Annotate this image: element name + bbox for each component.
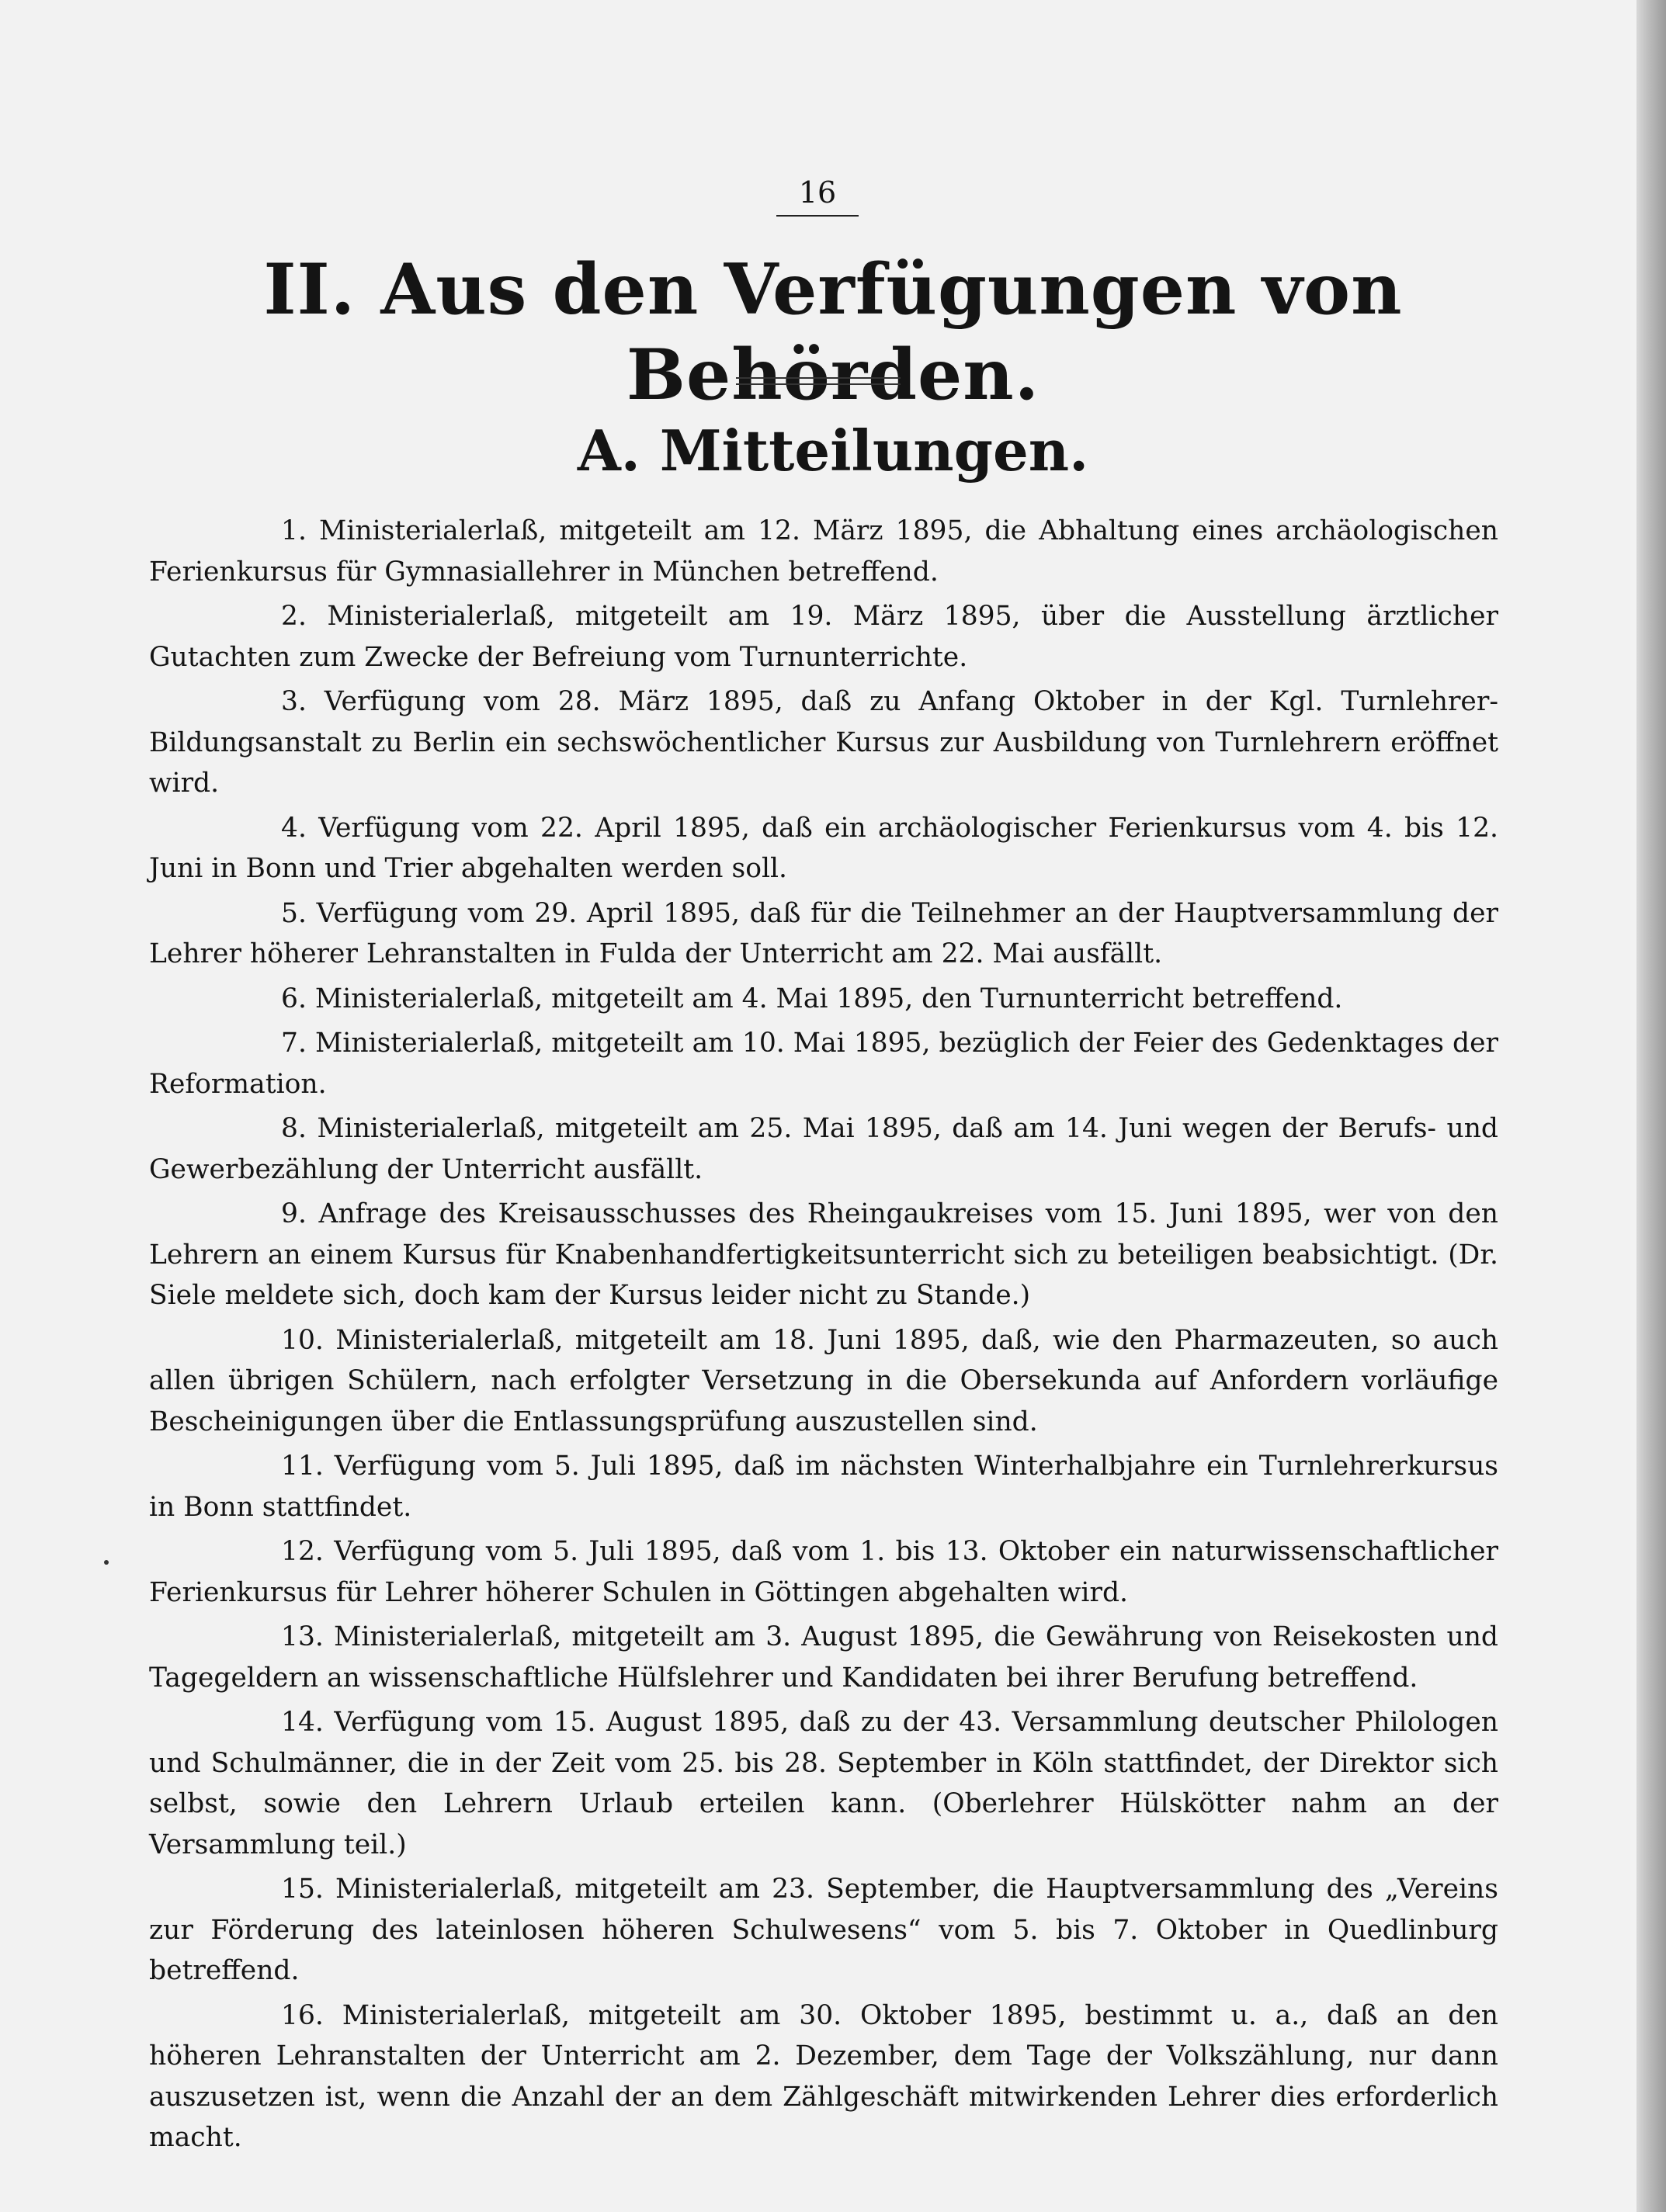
page-number-rule — [776, 215, 859, 217]
item-text: Ministerialerlaß, mitgeteilt am 30. Oktober 1895, bestimmt u. a., daß an den höheren Lehranstalten der Unterricht am 2. Dezember, dem Tage der Volkszählung, nur dann auszusetzen ist, wenn die Anzahl der an dem Zählgeschäft mitwirkenden Lehrer dies erforderlich macht. — [149, 1999, 1498, 2153]
list-item — [149, 1531, 1498, 1613]
list-item — [149, 1108, 1498, 1190]
item-text: Verfügung vom 5. Juli 1895, daß im nächsten Winterhalbjahre ein Turnlehrerkursus in Bonn stattfindet. — [149, 1451, 1499, 1523]
item-text: Ministerialerlaß, mitgeteilt am 19. März 1895, über die Ausstellung ärztlicher Gutachten zum Zwecke der Befreiung vom Turnunterrichte. — [149, 601, 1499, 673]
item-number: 3. — [281, 686, 307, 717]
list-item — [149, 1194, 1498, 1316]
item-number: 11. — [281, 1451, 324, 1482]
item-number: 8. — [281, 1113, 307, 1144]
item-number: 13. — [281, 1621, 324, 1652]
list-item — [149, 1320, 1498, 1443]
item-text: Ministerialerlaß, mitgeteilt am 10. Mai 1895, bezüglich der Feier des Gedenktages der Reformation. — [149, 1028, 1499, 1100]
item-number: 14. — [281, 1707, 324, 1738]
list-item — [149, 1023, 1498, 1104]
list-item — [149, 893, 1498, 975]
list-item — [149, 1869, 1498, 1992]
item-number: 10. — [281, 1324, 324, 1356]
list-item — [149, 1702, 1498, 1865]
item-text: Ministerialerlaß, mitgeteilt am 3. August 1895, die Gewährung von Reisekosten und Tagegeldern an wissenschaftliche Hülfslehrer und Kandidaten bei ihrer Berufung betreffend. — [149, 1621, 1499, 1694]
list-item — [149, 1446, 1498, 1527]
subsection-heading: A. Mitteilungen. — [577, 418, 1089, 484]
item-number: 15. — [281, 1874, 324, 1905]
margin-speck — [104, 1560, 109, 1565]
list-item — [149, 511, 1498, 592]
item-text: Verfügung vom 28. März 1895, daß zu Anfang Oktober in der Kgl. Turnlehrer-Bildungsanstalt zu Berlin ein sechswöchentlicher Kursus zur Ausbildung von Turnlehrern eröffnet wird. — [149, 686, 1499, 799]
item-text: Verfügung vom 15. August 1895, daß zu der 43. Versammlung deutscher Philologen und Schulmänner, die in der Zeit vom 25. bis 28. September in Köln stattfindet, der Direktor sich selbst, sowie den Lehrern Urlaub erteilen kann. (Oberlehrer Hülskötter nahm an der Versammlung teil.) — [149, 1707, 1498, 1860]
item-text: Ministerialerlaß, mitgeteilt am 18. Juni 1895, daß, wie den Pharmazeuten, so auch allen übrigen Schülern, nach erfolgter Versetzung in die Obersekunda auf Anfordern vorläufige Bescheinigungen über die Entlassungsprüfung auszustellen sind. — [149, 1324, 1498, 1437]
item-number: 2. — [281, 601, 307, 632]
item-text: Ministerialerlaß, mitgeteilt am 23. September, die Hauptversammlung des „Vereins zur Förderung des lateinlosen höheren Schulwesens“ vom 5. bis 7. Oktober in Quedlinburg betreffend. — [149, 1874, 1498, 1986]
item-number: 16. — [281, 1999, 324, 2031]
item-text: Verfügung vom 22. April 1895, daß ein archäologischer Ferienkursus vom 4. bis 12. Juni in Bonn und Trier abgehalten werden soll. — [149, 812, 1498, 884]
item-number: 5. — [281, 897, 307, 929]
announcement-list — [149, 511, 1498, 2162]
list-item — [149, 1617, 1498, 1698]
list-item — [149, 979, 1498, 1020]
item-text: Anfrage des Kreisausschusses des Rheingaukreises vom 15. Juni 1895, wer von den Lehrern an einem Kursus für Knabenhandfertigkeitsunterricht sich zu beteiligen beabsichtigt. (Dr. Siele meldete sich, doch kam der Kursus leider nicht zu Stande.) — [149, 1198, 1499, 1311]
item-text: Verfügung vom 5. Juli 1895, daß vom 1. bis 13. Oktober ein naturwissenschaftlicher Ferienkursus für Lehrer höherer Schulen in Göttingen abgehalten wird. — [149, 1536, 1498, 1608]
item-text: Ministerialerlaß, mitgeteilt am 12. März 1895, die Abhaltung eines archäologischen Ferienkursus für Gymnasiallehrer in München betreffend. — [149, 515, 1498, 588]
list-item — [149, 681, 1498, 804]
item-text: Ministerialerlaß, mitgeteilt am 4. Mai 1895, den Turnunterricht betreffend. — [314, 983, 1343, 1014]
list-item — [149, 808, 1498, 889]
item-number: 9. — [281, 1198, 307, 1229]
heading-double-rule — [736, 377, 901, 385]
item-number: 12. — [281, 1536, 324, 1567]
page-number: 16 — [798, 175, 837, 210]
item-text: Verfügung vom 29. April 1895, daß für die Teilnehmer an der Hauptversammlung der Lehrer höherer Lehranstalten in Fulda der Unterricht am 22. Mai ausfällt. — [149, 897, 1499, 969]
section-heading: II. Aus den Verfügungen von Behörden. — [263, 248, 1403, 416]
page-edge-shadow — [1636, 0, 1666, 2212]
item-text: Ministerialerlaß, mitgeteilt am 25. Mai 1895, daß am 14. Juni wegen der Berufs- und Gewerbezählung der Unterricht ausfällt. — [149, 1113, 1499, 1185]
item-number: 4. — [281, 812, 307, 844]
item-number: 6. — [281, 983, 307, 1014]
list-item — [149, 596, 1498, 678]
item-number: 1. — [281, 515, 307, 546]
list-item — [149, 1995, 1498, 2158]
item-number: 7. — [281, 1028, 307, 1059]
